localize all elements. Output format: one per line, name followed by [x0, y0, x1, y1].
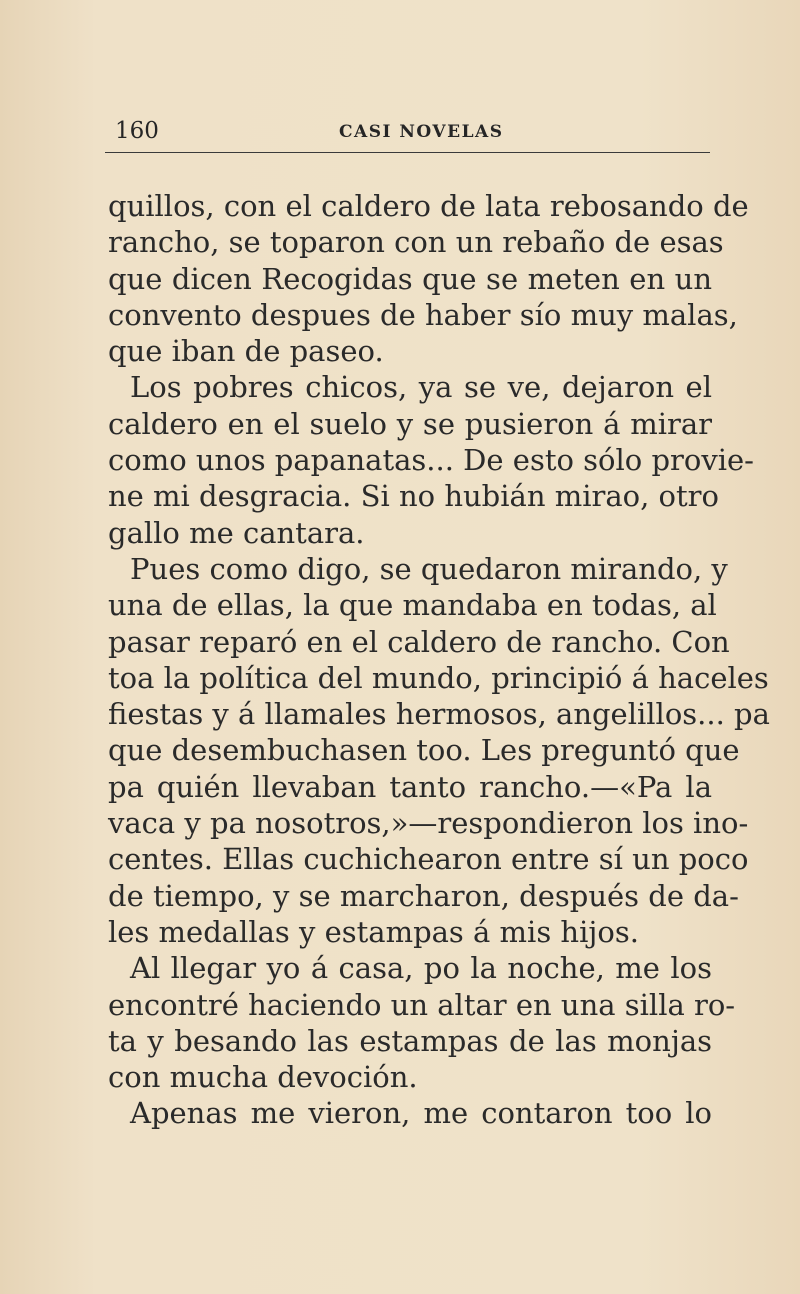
text-line: centes. Ellas cuchichearon entre sí un poco	[108, 842, 749, 877]
text-line: una de ellas, la que mandaba en todas, al	[108, 588, 717, 623]
text-line: quillos, con el caldero de lata rebosando de	[108, 189, 749, 223]
text-line: toa la política del mundo, principió á haceles	[108, 660, 769, 695]
page-number: 160	[115, 118, 159, 144]
text-line: que desembuchasen too. Les preguntó que	[108, 733, 740, 768]
text-line: encontré haciendo un altar en una silla ro-	[108, 987, 736, 1022]
text-line: que iban de paseo.	[108, 334, 384, 369]
text-line: Pues como digo, se quedaron mirando, y	[130, 551, 728, 586]
text-line: como unos papanatas... De esto sólo provie-	[108, 443, 754, 478]
text-line: pasar reparó en el caldero de rancho. Con	[108, 624, 730, 659]
text-line: pa quién llevaban tanto rancho.—«Pa la	[108, 769, 712, 804]
text-line: les medallas y estampas á mis hijos.	[108, 914, 639, 949]
text-line: fiestas y á llamales hermosos, angelillos... pa	[108, 697, 770, 732]
text-line: Los pobres chicos, ya se ve, dejaron el	[130, 370, 712, 405]
text-line: que dicen Recogidas que se meten en un	[108, 261, 712, 296]
text-line: vaca y pa nosotros,»—respondieron los ino-	[108, 806, 749, 841]
text-line: Apenas me vieron, me contaron too lo	[130, 1096, 712, 1131]
running-title: CASI NOVELAS	[339, 122, 504, 142]
header-rule	[105, 152, 710, 153]
text-line: Al llegar yo á casa, po la noche, me los	[130, 951, 712, 986]
text-line: convento despues de haber sío muy malas,	[108, 297, 738, 332]
text-line: caldero en el suelo y se pusieron á mirar	[108, 406, 712, 441]
text-line: ne mi desgracia. Si no hubián mirao, otro	[108, 479, 719, 514]
page-header	[105, 118, 710, 154]
text-line: de tiempo, y se marcharon, después de da-	[108, 878, 739, 913]
text-line: ta y besando las estampas de las monjas	[108, 1023, 712, 1058]
text-line: gallo me cantara.	[108, 515, 365, 550]
body-text	[108, 188, 770, 1132]
text-line: rancho, se toparon con un rebaño de esas	[108, 225, 724, 260]
text-line: con mucha devoción.	[108, 1060, 418, 1095]
